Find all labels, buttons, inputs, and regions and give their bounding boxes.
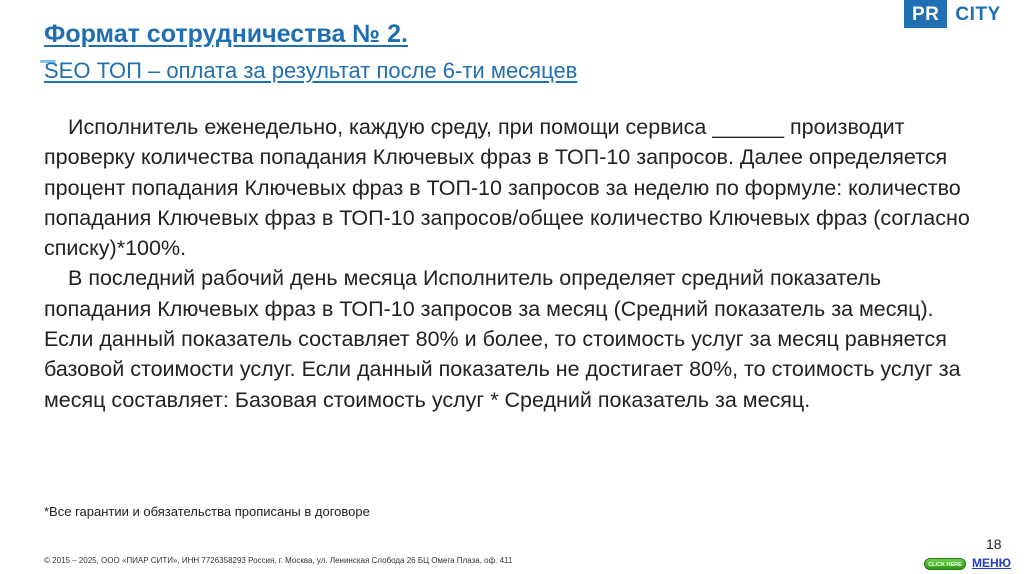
pr-city-logo — [904, 0, 1001, 28]
slide-body — [44, 112, 984, 415]
slide-title: Формат сотрудничества № 2. — [44, 20, 408, 48]
logo-box-text: PR — [904, 0, 947, 28]
footnote: *Все гарантии и обязательства прописаны в договоре — [44, 504, 370, 519]
click-here-button[interactable]: CLICK HERE — [924, 558, 966, 570]
slide-subtitle: SEO ТОП – оплата за результат после 6-ти месяцев — [44, 58, 578, 83]
copyright-notice: © 2015 – 2025, ООО «ПИАР СИТИ», ИНН 7726358293 Россия, г. Москва, ул. Ленинская Слобода 26 БЦ Омега Плаза, оф. 411 — [44, 556, 513, 565]
menu-link[interactable]: МЕНЮ — [972, 556, 1012, 570]
body-paragraph-2: В последний рабочий день месяца Исполнитель определяет средний показатель попадания Ключевых фраз в ТОП-10 запросов за месяц (Средний показатель за месяц). Если данный показатель составляет 80% и более, то стоимость услуг за месяц равняется базовой стоимости услуг. Если данный показатель не достигает 80%, то стоимость услуг за месяц составляет: Базовая стоимость услуг * Средний показатель за месяц. — [44, 266, 961, 412]
logo-text: CITY — [955, 4, 1001, 25]
page-number: 18 — [986, 536, 1002, 552]
body-paragraph-1: Исполнитель еженедельно, каждую среду, при помощи сервиса ______ производит проверку количества попадания Ключевых фраз в ТОП-10 запросов. Далее определяется процент попадания Ключевых фраз в ТОП-10 запросов за неделю по формуле: количество попадания Ключевых фраз в ТОП-10 запросов/общее количество Ключевых фраз (согласно списку)*100%. — [44, 115, 970, 261]
